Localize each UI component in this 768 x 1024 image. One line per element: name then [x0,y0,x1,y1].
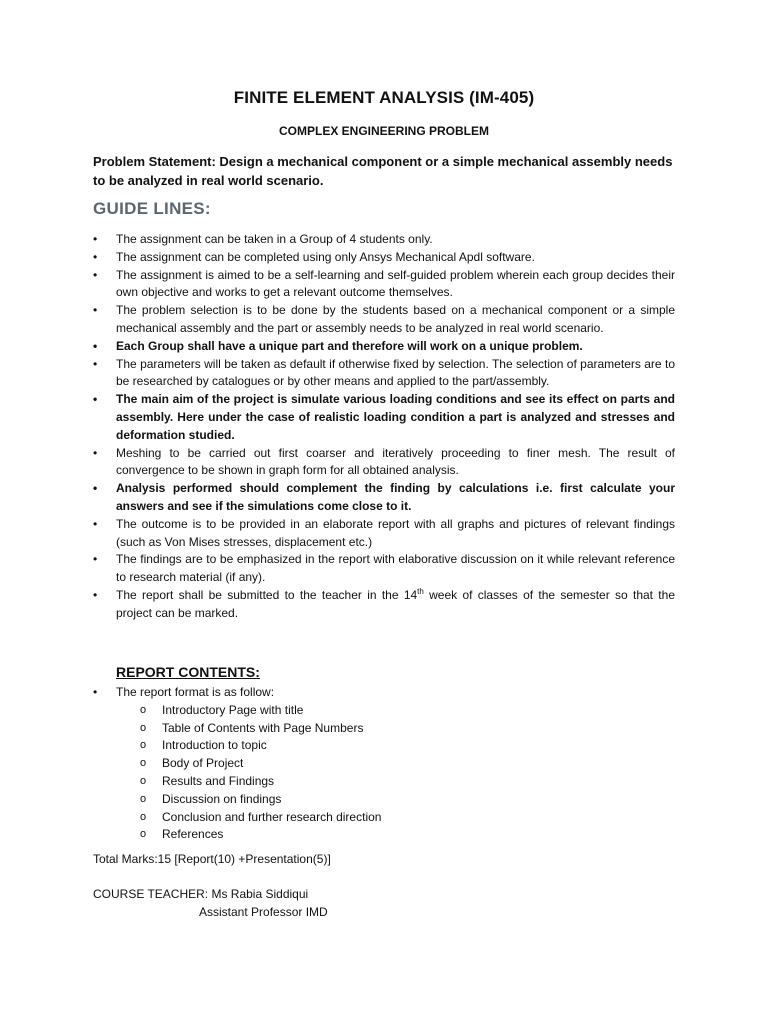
circle-bullet-icon: o [140,792,147,805]
bullet-icon: • [93,587,98,602]
guide-line-item [93,445,675,481]
guide-line-text: The problem selection is to be done by the students based on a mechanical component or a simple mechanical assembly and the part or assembly needs to be analyzed in real world scenario. [116,303,675,335]
report-item-text: Table of Contents with Page Numbers [162,720,364,735]
guide-line-item [93,587,675,623]
bullet-icon: • [93,445,98,460]
guide-line-item [93,551,675,587]
guide-line-text: The assignment can be taken in a Group of 4 students only. [116,232,433,246]
bullet-icon: • [93,303,98,318]
course-teacher [93,885,328,921]
report-contents-heading: REPORT CONTENTS: [116,664,260,680]
guide-line-text: The main aim of the project is simulate various loading conditions and see its effect on parts and assembly. Here under the case of realistic loading condition a part is analyzed and stresses and deformation studied. [116,392,675,442]
guide-line-item [93,231,675,249]
guide-line-text: The findings are to be emphasized in the report with elaborative discussion on it while relevant reference to research material (if any). [116,552,675,585]
circle-bullet-icon: o [140,774,147,787]
guide-lines-list [93,231,675,623]
bullet-icon: • [93,267,98,282]
bullet-icon: • [93,232,98,246]
guide-line-text: The assignment can be completed using only Ansys Mechanical Apdl software. [116,249,535,264]
guide-line-item [93,356,675,392]
teacher-role: Assistant Professor IMD [199,905,328,919]
guide-line-text: The assignment is aimed to be a self-learning and self-guided problem wherein each group decides their own objective and works to get a relevant outcome themselves. [116,267,675,300]
report-item [116,809,675,827]
report-format-item [93,684,675,844]
report-item-text: Results and Findings [162,773,275,788]
guide-line-text: Analysis performed should complement the finding by calculations i.e. first calculate your answers and see if the simulations come close to it. [116,481,675,513]
bullet-icon: • [93,338,98,353]
guide-line-text: Meshing to be carried out first coarser and iteratively proceeding to finer mesh. The result of convergence to be shown in graph form for all obtained analysis. [116,445,675,478]
report-item-text: Introductory Page with title [162,702,304,717]
report-item-text: Conclusion and further research direction [162,809,382,824]
report-item [116,755,675,773]
circle-bullet-icon: o [140,703,147,716]
guide-line-text-start: The report shall be submitted to the teacher in the 14 [116,587,418,602]
circle-bullet-icon: o [140,810,147,823]
guide-line-text-end: week of classes of the semester so that the project can be marked. [116,587,675,620]
report-items-list [116,702,675,844]
circle-bullet-icon: o [140,721,147,734]
guide-line-text: Each Group shall have a unique part and therefore will work on a unique problem. [116,338,583,353]
report-format-intro: The report format is as follow: [116,685,275,699]
bullet-icon: • [93,552,98,567]
report-item-text: Body of Project [162,756,244,771]
document-title: FINITE ELEMENT ANALYSIS (IM-405) [233,88,535,107]
report-item [116,773,675,791]
guide-line-text: The parameters will be taken as default if otherwise fixed by selection. The selection of parameters are to be researched by catalogues or by other means and applied to the part/assembly. [116,356,675,389]
total-marks: Total Marks:15 [Report(10) +Presentation(5)] [93,852,331,866]
guide-line-item [93,267,675,303]
circle-bullet-icon: o [140,828,147,841]
report-item-text: Discussion on findings [162,791,282,806]
report-item [116,826,675,844]
ordinal-suffix: th [417,586,424,596]
report-item [116,720,675,738]
guide-line-item [93,249,675,267]
guide-line-item [93,338,675,356]
circle-bullet-icon: o [140,739,147,752]
report-item [116,702,675,720]
report-contents-list [93,684,675,844]
report-item [116,737,675,755]
bullet-icon: • [93,685,98,699]
bullet-icon: • [93,392,98,407]
report-item-text: References [162,827,224,842]
bullet-icon: • [93,249,98,264]
guide-line-text: The outcome is to be provided in an elaborate report with all graphs and pictures of relevant findings (such as Von Mises stresses, displacement etc.) [116,516,675,549]
guide-line-item [93,391,675,444]
bullet-icon: • [93,356,98,371]
report-item-text: Introduction to topic [162,738,267,753]
bullet-icon: • [93,481,98,496]
guide-line-item [93,516,675,552]
teacher-name: COURSE TEACHER: Ms Rabia Siddiqui [93,887,309,901]
report-item [116,791,675,809]
guide-line-item [93,302,675,338]
guide-lines-heading: GUIDE LINES: [93,199,211,218]
bullet-icon: • [93,516,98,531]
document-subtitle: COMPLEX ENGINEERING PROBLEM [278,124,490,138]
problem-statement: Problem Statement: Design a mechanical component or a simple mechanical assembly needs to be analyzed in real world scenario. [93,154,673,188]
guide-line-item [93,480,675,516]
circle-bullet-icon: o [140,757,147,770]
